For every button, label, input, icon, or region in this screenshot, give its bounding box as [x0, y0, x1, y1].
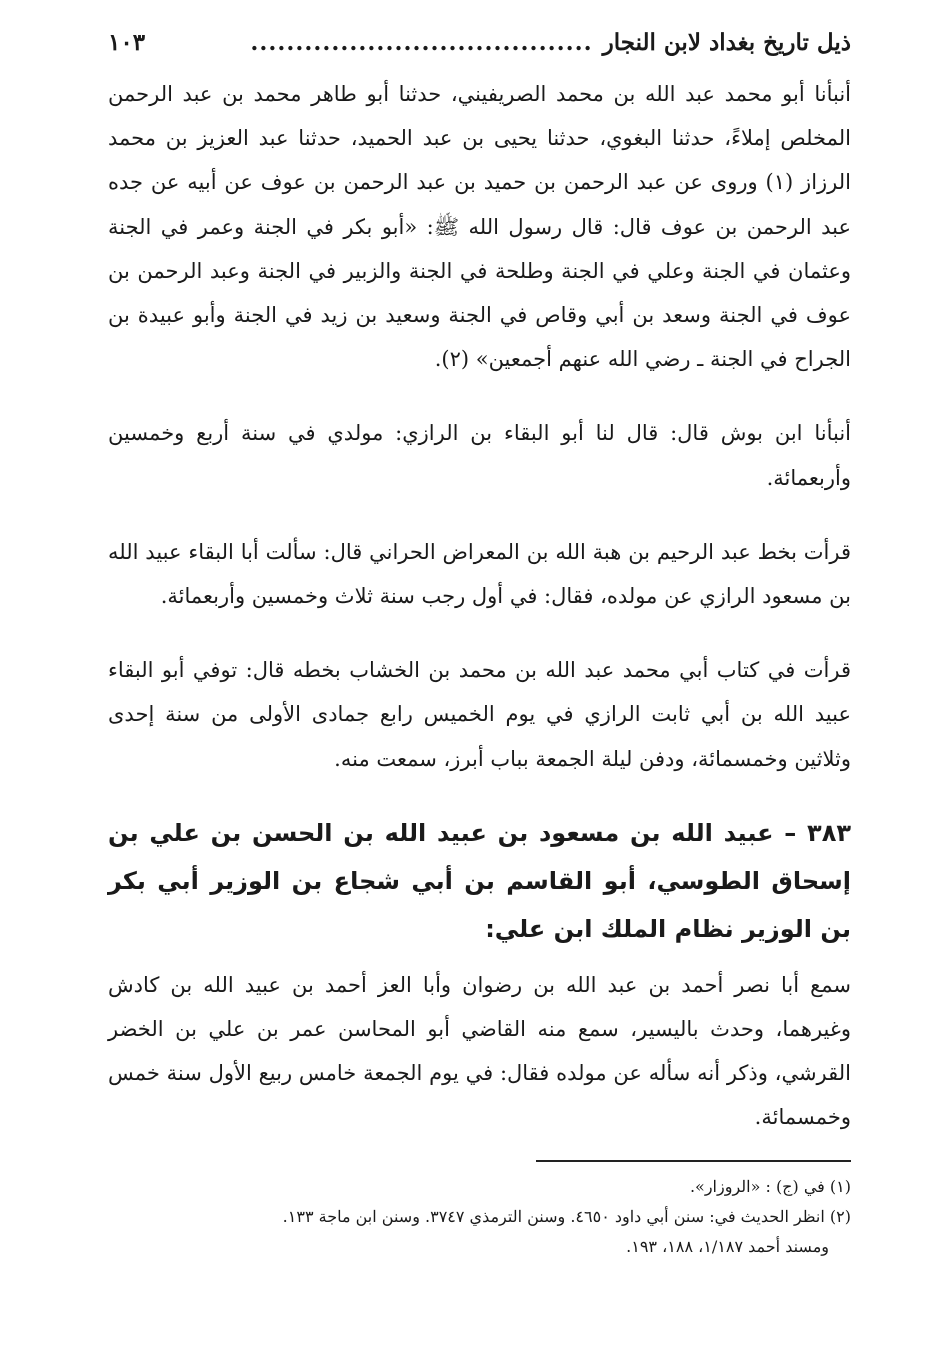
footnote-2: (٢) انظر الحديث في: سنن أبي داود ٤٦٥٠. وسنن الترمذي ٣٧٤٧. وسنن ابن ماجة ١٣٣. — [282, 1207, 851, 1226]
paragraph-birth-ibn-bush: أنبأنا ابن بوش قال: قال لنا أبو البقاء بن الرازي: مولدي في سنة أربع وخمسين وأربعمائة. — [108, 421, 851, 490]
entry-text: سمع أبا نصر أحمد بن عبد الله بن رضوان وأبا العز أحمد بن عبيد الله بن كادش وغيرهما، وحدث باليسير، سمع منه القاضي أبو المحاسن عمر بن علي بن الخضر القرشي، وذكر أنه سأله عن مولده فقال: في يوم الجمعة خامس ربيع الأول سنة خمس وخمسمائة. — [108, 972, 851, 1130]
footnote-1: (١) في (ج) : «الروزار». — [689, 1177, 851, 1196]
entry-heading: ٣٨٣ – عبيد الله بن مسعود بن عبيد الله بن الحسن بن علي بن إسحاق الطوسي، أبو القاسم بن أبي شجاع بن الوزير أبي بكر بن الوزير نظام الملك ابن علي: — [108, 818, 851, 943]
paragraph-hadith: أنبأنا أبو محمد عبد الله بن محمد الصريفيني، حدثنا أبو طاهر محمد بن عبد الرحمن المخلص إملاءً، حدثنا البغوي، حدثنا يحيى بن عبد الحميد، حدثنا عبد العزيز بن محمد الرزاز (١) وروى عن عبد الرحمن بن حميد بن عبد الرحمن بن عوف عن أبيه عن جده عبد الرحمن بن عوف قال: قال رسول الله ﷺ: «أبو بكر في الجنة وعمر في الجنة وعثمان في الجنة وعلي في الجنة وطلحة في الجنة والزبير في الجنة وعبد الرحمن بن عوف في الجنة وسعد بن أبي وقاص في الجنة وسعيد بن زيد في الجنة وأبو عبيدة بن الجراح في الجنة ـ رضي الله عنهم أجمعين» (٢). — [108, 82, 851, 372]
paragraph-death-khashab: قرأت في كتاب أبي محمد عبد الله بن محمد بن الخشاب بخطه قال: توفي أبو البقاء عبيد الله بن أبي ثابت الرازي في يوم الخميس رابع جمادى الأولى من سنة إحدى وثلاثين وخمسمائة، ودفن ليلة الجمعة بباب أبرز، سمعت منه. — [108, 658, 851, 771]
footnotes — [108, 1172, 851, 1262]
paragraph-birth-harrani: قرأت بخط عبد الرحيم بن هبة الله بن المعراض الحراني قال: سألت أبا البقاء عبيد الله بن مسعود الرازي عن مولده، فقال: في أول رجب سنة ثلاث وخمسين وأربعمائة. — [108, 539, 851, 609]
book-title: ذيل تاريخ بغداد لابن النجار — [602, 28, 851, 56]
footnote-2-continued: ومسند أحمد ١/١٨٧، ١٨٨، ١٩٣. — [626, 1237, 829, 1256]
leader-dots: ...................................... — [250, 28, 593, 56]
main-text — [108, 72, 851, 1140]
running-header — [108, 22, 851, 62]
footnote-divider — [536, 1160, 851, 1162]
page-number: ١٠٣ — [108, 28, 146, 56]
